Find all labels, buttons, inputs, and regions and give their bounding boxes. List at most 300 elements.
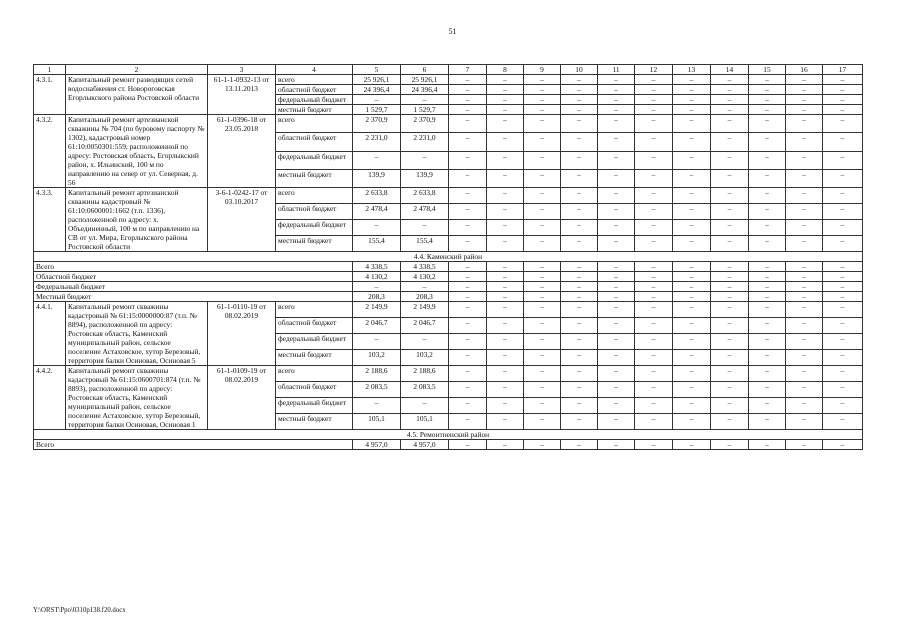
empty-value-cell: – <box>823 188 863 204</box>
column-number: 6 <box>401 65 449 75</box>
total-row <box>34 282 863 292</box>
empty-value-cell: – <box>786 292 823 302</box>
empty-value-cell: – <box>749 382 786 398</box>
empty-value-cell: – <box>786 282 823 292</box>
funding-source: федеральный бюджет <box>276 398 353 414</box>
empty-value-cell: – <box>711 105 749 115</box>
empty-value-cell: – <box>673 204 711 220</box>
empty-value-cell: – <box>561 115 598 133</box>
value-col6: 25 926,1 <box>401 75 449 85</box>
total-row <box>34 440 863 450</box>
empty-value-cell: – <box>635 236 673 252</box>
table-row <box>34 366 863 382</box>
item-name: Капитальный ремонт артезианской скважины кадастровый № 61:10:0600001:1662 (т.п. 1336), расположенной по адресу: х. Объединенный, 100 м по направлению на СВ от ул. Мира, Егорлыкского района Ростовской области <box>66 188 208 252</box>
item-code: 61-1-1-0932-13 от 13.11.2013 <box>208 75 276 115</box>
empty-value-cell: – <box>749 318 786 334</box>
value-col6: 2 231,0 <box>401 133 449 151</box>
total-row <box>34 292 863 302</box>
empty-value-cell: – <box>561 133 598 151</box>
empty-value-cell: – <box>823 292 863 302</box>
empty-value-cell: – <box>635 282 673 292</box>
column-number: 7 <box>449 65 487 75</box>
empty-value-cell: – <box>749 85 786 95</box>
empty-value-cell: – <box>561 334 598 350</box>
item-number: 4.4.2. <box>34 366 66 430</box>
empty-value-cell: – <box>786 236 823 252</box>
empty-value-cell: – <box>786 398 823 414</box>
empty-value-cell: – <box>711 292 749 302</box>
empty-value-cell: – <box>711 262 749 272</box>
column-number: 9 <box>524 65 561 75</box>
empty-value-cell: – <box>635 398 673 414</box>
empty-value-cell: – <box>487 272 524 282</box>
empty-value-cell: – <box>487 204 524 220</box>
empty-value-cell: – <box>635 105 673 115</box>
empty-value-cell: – <box>786 169 823 187</box>
empty-value-cell: – <box>635 151 673 169</box>
empty-value-cell: – <box>786 133 823 151</box>
empty-value-cell: – <box>449 272 487 282</box>
empty-value-cell: – <box>598 85 635 95</box>
value-col6: 208,3 <box>401 292 449 302</box>
empty-value-cell: – <box>487 151 524 169</box>
empty-value-cell: – <box>673 302 711 318</box>
funding-source: местный бюджет <box>276 350 353 366</box>
value-col5: 208,3 <box>353 292 401 302</box>
empty-value-cell: – <box>711 220 749 236</box>
empty-value-cell: – <box>635 302 673 318</box>
empty-value-cell: – <box>487 75 524 85</box>
empty-value-cell: – <box>749 350 786 366</box>
empty-value-cell: – <box>823 115 863 133</box>
empty-value-cell: – <box>673 95 711 105</box>
empty-value-cell: – <box>749 414 786 430</box>
empty-value-cell: – <box>711 151 749 169</box>
total-row <box>34 262 863 272</box>
empty-value-cell: – <box>823 282 863 292</box>
empty-value-cell: – <box>449 220 487 236</box>
funding-source: всего <box>276 366 353 382</box>
empty-value-cell: – <box>487 366 524 382</box>
empty-value-cell: – <box>786 272 823 282</box>
empty-value-cell: – <box>598 236 635 252</box>
value-col5: – <box>353 151 401 169</box>
empty-value-cell: – <box>487 398 524 414</box>
empty-value-cell: – <box>673 398 711 414</box>
empty-value-cell: – <box>786 204 823 220</box>
empty-value-cell: – <box>786 75 823 85</box>
value-col6: 105,1 <box>401 414 449 430</box>
empty-value-cell: – <box>786 414 823 430</box>
empty-value-cell: – <box>786 95 823 105</box>
empty-value-cell: – <box>823 302 863 318</box>
empty-value-cell: – <box>524 350 561 366</box>
empty-value-cell: – <box>561 236 598 252</box>
empty-value-cell: – <box>487 105 524 115</box>
empty-value-cell: – <box>749 188 786 204</box>
empty-value-cell: – <box>823 382 863 398</box>
funding-source: местный бюджет <box>276 105 353 115</box>
value-col6: 2 046,7 <box>401 318 449 334</box>
empty-value-cell: – <box>449 133 487 151</box>
empty-value-cell: – <box>711 204 749 220</box>
value-col6: – <box>401 95 449 105</box>
value-col6: 4 957,0 <box>401 440 449 450</box>
column-number: 1 <box>34 65 66 75</box>
empty-value-cell: – <box>711 440 749 450</box>
item-number: 4.3.3. <box>34 188 66 252</box>
funding-source: федеральный бюджет <box>276 95 353 105</box>
empty-value-cell: – <box>823 440 863 450</box>
empty-value-cell: – <box>635 75 673 85</box>
empty-value-cell: – <box>635 350 673 366</box>
empty-value-cell: – <box>487 440 524 450</box>
empty-value-cell: – <box>524 115 561 133</box>
empty-value-cell: – <box>524 366 561 382</box>
value-col5: 2 633,8 <box>353 188 401 204</box>
empty-value-cell: – <box>749 302 786 318</box>
empty-value-cell: – <box>673 318 711 334</box>
empty-value-cell: – <box>749 292 786 302</box>
empty-value-cell: – <box>786 440 823 450</box>
column-number: 4 <box>276 65 353 75</box>
empty-value-cell: – <box>749 133 786 151</box>
empty-value-cell: – <box>749 75 786 85</box>
empty-value-cell: – <box>487 318 524 334</box>
value-col5: 2 231,0 <box>353 133 401 151</box>
funding-source: областной бюджет <box>276 85 353 95</box>
empty-value-cell: – <box>711 398 749 414</box>
empty-value-cell: – <box>823 318 863 334</box>
empty-value-cell: – <box>449 204 487 220</box>
empty-value-cell: – <box>823 414 863 430</box>
empty-value-cell: – <box>487 188 524 204</box>
column-number: 15 <box>749 65 786 75</box>
empty-value-cell: – <box>487 382 524 398</box>
empty-value-cell: – <box>561 318 598 334</box>
empty-value-cell: – <box>561 282 598 292</box>
empty-value-cell: – <box>598 75 635 85</box>
empty-value-cell: – <box>823 262 863 272</box>
empty-value-cell: – <box>561 204 598 220</box>
empty-value-cell: – <box>449 151 487 169</box>
empty-value-cell: – <box>487 169 524 187</box>
empty-value-cell: – <box>561 272 598 282</box>
empty-value-cell: – <box>449 75 487 85</box>
empty-value-cell: – <box>561 382 598 398</box>
empty-value-cell: – <box>487 334 524 350</box>
empty-value-cell: – <box>711 236 749 252</box>
empty-value-cell: – <box>635 85 673 95</box>
empty-value-cell: – <box>673 414 711 430</box>
empty-value-cell: – <box>823 236 863 252</box>
empty-value-cell: – <box>673 272 711 282</box>
total-label: Всего <box>34 440 353 450</box>
empty-value-cell: – <box>673 188 711 204</box>
empty-value-cell: – <box>598 334 635 350</box>
empty-value-cell: – <box>598 440 635 450</box>
empty-value-cell: – <box>524 95 561 105</box>
empty-value-cell: – <box>635 188 673 204</box>
empty-value-cell: – <box>635 262 673 272</box>
empty-value-cell: – <box>711 272 749 282</box>
empty-value-cell: – <box>749 115 786 133</box>
empty-value-cell: – <box>823 95 863 105</box>
value-col6: 2 633,8 <box>401 188 449 204</box>
empty-value-cell: – <box>786 115 823 133</box>
empty-value-cell: – <box>749 366 786 382</box>
empty-value-cell: – <box>749 220 786 236</box>
empty-value-cell: – <box>598 133 635 151</box>
empty-value-cell: – <box>711 382 749 398</box>
table-row <box>34 188 863 204</box>
empty-value-cell: – <box>598 292 635 302</box>
empty-value-cell: – <box>449 115 487 133</box>
empty-value-cell: – <box>449 262 487 272</box>
empty-value-cell: – <box>635 318 673 334</box>
empty-value-cell: – <box>823 169 863 187</box>
empty-value-cell: – <box>449 334 487 350</box>
empty-value-cell: – <box>635 169 673 187</box>
value-col5: – <box>353 398 401 414</box>
column-number: 14 <box>711 65 749 75</box>
empty-value-cell: – <box>561 302 598 318</box>
empty-value-cell: – <box>749 440 786 450</box>
total-label: Всего <box>34 262 353 272</box>
item-name: Капитальный ремонт разводящих сетей водоснабжения ст. Новороговская Егорлыкского района Ростовской области <box>66 75 208 115</box>
empty-value-cell: – <box>673 440 711 450</box>
empty-value-cell: – <box>524 414 561 430</box>
total-row <box>34 272 863 282</box>
value-col6: 24 396,4 <box>401 85 449 95</box>
funding-source: местный бюджет <box>276 236 353 252</box>
empty-value-cell: – <box>673 133 711 151</box>
empty-value-cell: – <box>786 151 823 169</box>
section-row <box>34 430 863 440</box>
funding-source: всего <box>276 302 353 318</box>
empty-value-cell: – <box>673 236 711 252</box>
empty-value-cell: – <box>598 414 635 430</box>
empty-value-cell: – <box>598 105 635 115</box>
item-code: 61-1-0109-19 от 08.02.2019 <box>208 366 276 430</box>
empty-value-cell: – <box>524 262 561 272</box>
file-path-footer: Y:\ORST\Ppo\0310p138.f20.docx <box>33 607 126 614</box>
empty-value-cell: – <box>561 75 598 85</box>
empty-value-cell: – <box>786 188 823 204</box>
empty-value-cell: – <box>524 292 561 302</box>
empty-value-cell: – <box>598 169 635 187</box>
value-col5: 25 926,1 <box>353 75 401 85</box>
empty-value-cell: – <box>449 282 487 292</box>
empty-value-cell: – <box>786 105 823 115</box>
empty-value-cell: – <box>524 133 561 151</box>
empty-value-cell: – <box>561 169 598 187</box>
empty-value-cell: – <box>823 85 863 95</box>
empty-value-cell: – <box>487 414 524 430</box>
empty-value-cell: – <box>786 350 823 366</box>
empty-value-cell: – <box>673 366 711 382</box>
empty-value-cell: – <box>673 334 711 350</box>
empty-value-cell: – <box>786 382 823 398</box>
empty-value-cell: – <box>598 398 635 414</box>
empty-value-cell: – <box>823 334 863 350</box>
empty-value-cell: – <box>635 366 673 382</box>
empty-value-cell: – <box>561 440 598 450</box>
empty-value-cell: – <box>711 85 749 95</box>
empty-value-cell: – <box>524 302 561 318</box>
empty-value-cell: – <box>524 151 561 169</box>
empty-value-cell: – <box>635 440 673 450</box>
total-label: Областной бюджет <box>34 272 353 282</box>
empty-value-cell: – <box>749 151 786 169</box>
page-number: 51 <box>448 27 457 36</box>
value-col6: – <box>401 282 449 292</box>
empty-value-cell: – <box>487 115 524 133</box>
empty-value-cell: – <box>561 366 598 382</box>
header-row <box>34 65 863 75</box>
empty-value-cell: – <box>561 262 598 272</box>
value-col6: 4 130,2 <box>401 272 449 282</box>
column-number: 16 <box>786 65 823 75</box>
empty-value-cell: – <box>711 366 749 382</box>
empty-value-cell: – <box>673 382 711 398</box>
empty-value-cell: – <box>598 382 635 398</box>
empty-value-cell: – <box>524 382 561 398</box>
empty-value-cell: – <box>524 334 561 350</box>
empty-value-cell: – <box>823 350 863 366</box>
empty-value-cell: – <box>673 85 711 95</box>
funding-source: всего <box>276 115 353 133</box>
empty-value-cell: – <box>673 350 711 366</box>
item-code: 61-1-0110-19 от 08.02.2019 <box>208 302 276 366</box>
empty-value-cell: – <box>673 115 711 133</box>
value-col6: 2 188,6 <box>401 366 449 382</box>
empty-value-cell: – <box>786 318 823 334</box>
empty-value-cell: – <box>673 151 711 169</box>
value-col5: – <box>353 334 401 350</box>
table-row <box>34 115 863 133</box>
empty-value-cell: – <box>598 318 635 334</box>
empty-value-cell: – <box>635 272 673 282</box>
empty-value-cell: – <box>711 414 749 430</box>
empty-value-cell: – <box>635 414 673 430</box>
section-title: 4.5. Ремонтненский район <box>34 430 863 440</box>
value-col6: 2 370,9 <box>401 115 449 133</box>
empty-value-cell: – <box>673 262 711 272</box>
funding-source: местный бюджет <box>276 414 353 430</box>
empty-value-cell: – <box>561 220 598 236</box>
empty-value-cell: – <box>449 318 487 334</box>
value-col5: 2 149,9 <box>353 302 401 318</box>
value-col6: – <box>401 398 449 414</box>
empty-value-cell: – <box>561 292 598 302</box>
empty-value-cell: – <box>524 272 561 282</box>
empty-value-cell: – <box>449 105 487 115</box>
funding-source: всего <box>276 188 353 204</box>
section-row <box>34 252 863 262</box>
empty-value-cell: – <box>673 220 711 236</box>
empty-value-cell: – <box>524 440 561 450</box>
empty-value-cell: – <box>635 292 673 302</box>
value-col5: 103,2 <box>353 350 401 366</box>
empty-value-cell: – <box>598 151 635 169</box>
empty-value-cell: – <box>673 105 711 115</box>
empty-value-cell: – <box>749 334 786 350</box>
empty-value-cell: – <box>711 318 749 334</box>
value-col5: 105,1 <box>353 414 401 430</box>
empty-value-cell: – <box>749 272 786 282</box>
empty-value-cell: – <box>598 350 635 366</box>
table-row <box>34 75 863 85</box>
empty-value-cell: – <box>598 220 635 236</box>
funding-source: областной бюджет <box>276 204 353 220</box>
empty-value-cell: – <box>598 282 635 292</box>
empty-value-cell: – <box>749 282 786 292</box>
empty-value-cell: – <box>823 105 863 115</box>
item-code: 3-6-1-0242-17 от 03.10.2017 <box>208 188 276 252</box>
column-number: 10 <box>561 65 598 75</box>
value-col5: 155,4 <box>353 236 401 252</box>
empty-value-cell: – <box>561 414 598 430</box>
value-col6: 155,4 <box>401 236 449 252</box>
empty-value-cell: – <box>449 440 487 450</box>
empty-value-cell: – <box>786 366 823 382</box>
empty-value-cell: – <box>786 302 823 318</box>
value-col5: 4 957,0 <box>353 440 401 450</box>
empty-value-cell: – <box>635 204 673 220</box>
empty-value-cell: – <box>524 236 561 252</box>
empty-value-cell: – <box>711 115 749 133</box>
empty-value-cell: – <box>823 366 863 382</box>
empty-value-cell: – <box>673 169 711 187</box>
empty-value-cell: – <box>449 302 487 318</box>
empty-value-cell: – <box>561 95 598 105</box>
value-col5: 2 083,5 <box>353 382 401 398</box>
empty-value-cell: – <box>635 133 673 151</box>
empty-value-cell: – <box>823 75 863 85</box>
empty-value-cell: – <box>561 151 598 169</box>
empty-value-cell: – <box>786 262 823 272</box>
empty-value-cell: – <box>711 350 749 366</box>
empty-value-cell: – <box>449 382 487 398</box>
item-code: 61-1-0396-18 от 23.05.2018 <box>208 115 276 188</box>
empty-value-cell: – <box>711 302 749 318</box>
empty-value-cell: – <box>598 366 635 382</box>
empty-value-cell: – <box>561 188 598 204</box>
empty-value-cell: – <box>449 292 487 302</box>
value-col6: 139,9 <box>401 169 449 187</box>
empty-value-cell: – <box>673 75 711 85</box>
value-col5: 24 396,4 <box>353 85 401 95</box>
value-col6: – <box>401 151 449 169</box>
item-name: Капитальный ремонт артезианской скважины № 704 (по буровому паспорту № 1302), кадастровый номер 61:10:0050301:559, расположенной по адресу: Ростовская область, Егорлыкский район, х. Ильинский, 100 м по направлению на север от ул. Северная, д. 56 <box>66 115 208 188</box>
column-number: 17 <box>823 65 863 75</box>
empty-value-cell: – <box>561 105 598 115</box>
empty-value-cell: – <box>487 236 524 252</box>
empty-value-cell: – <box>524 169 561 187</box>
empty-value-cell: – <box>524 75 561 85</box>
empty-value-cell: – <box>524 282 561 292</box>
table-row <box>34 302 863 318</box>
funding-source: областной бюджет <box>276 382 353 398</box>
section-title: 4.4. Каменский район <box>34 252 863 262</box>
empty-value-cell: – <box>749 105 786 115</box>
column-number: 12 <box>635 65 673 75</box>
empty-value-cell: – <box>598 262 635 272</box>
item-name: Капитальный ремонт скважины кадастровый № 61:15:0000000:87 (т.п. № 8894), расположенной по адресу: Ростовская область, Каменский муниципальный район, сельское поселение Астаховское, хутор Березовый, территория балки Осиновая, Осиновая 5 <box>66 302 208 366</box>
funding-source: федеральный бюджет <box>276 334 353 350</box>
empty-value-cell: – <box>823 398 863 414</box>
